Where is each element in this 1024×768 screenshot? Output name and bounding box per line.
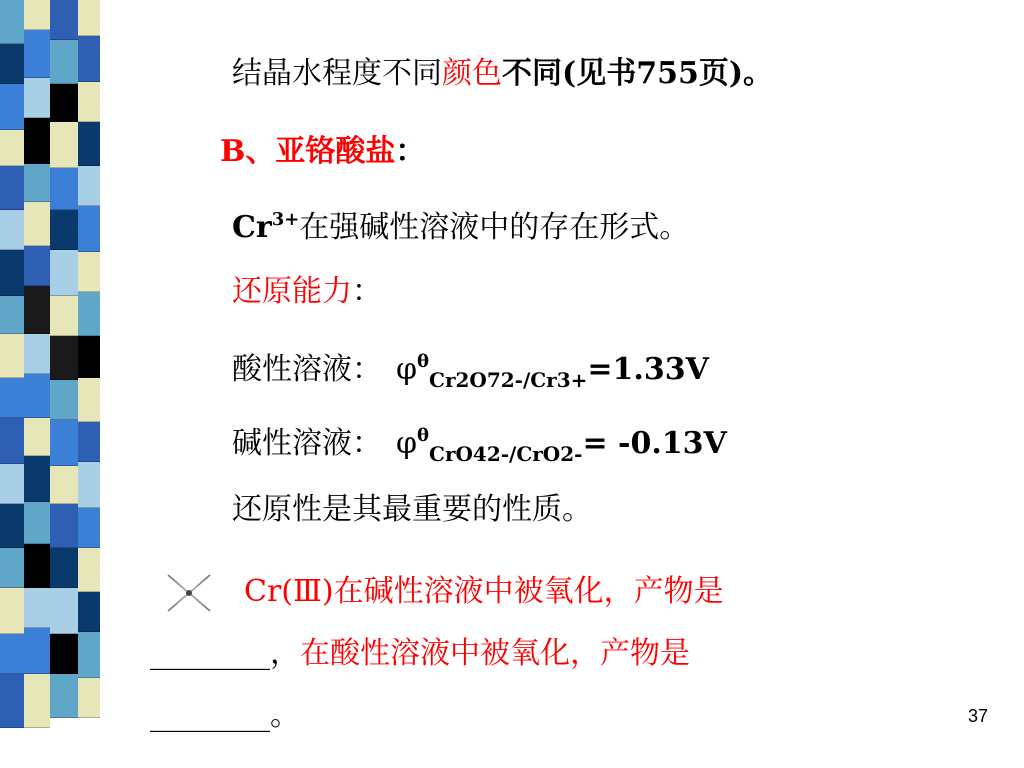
line-basic-potential (232, 418, 727, 472)
potential-value: =1.33V (587, 352, 709, 387)
formula-cr: Cr (232, 210, 272, 245)
line-crystal-water (232, 56, 773, 92)
strip-column (50, 0, 78, 768)
question-line-1 (244, 574, 724, 610)
label: 碱性溶液： (232, 426, 382, 461)
phi-symbol: φ (396, 426, 418, 461)
text: 在强碱性溶液中的存在形式。 (299, 210, 690, 245)
strip-column (24, 0, 50, 768)
subscript-couple: CrO42-/CrO2- (429, 442, 583, 466)
period: 。 (270, 698, 300, 733)
text: 不同(见书755页)。 (502, 56, 774, 91)
answer-blank: ________ (150, 698, 270, 733)
subscript-couple: Cr2O72-/Cr3+ (429, 368, 588, 392)
colon: ： (352, 274, 382, 309)
highlight-text: 还原能力 (232, 274, 352, 309)
strip-column (0, 0, 24, 768)
cross-star-icon (164, 571, 214, 615)
text: 结晶水程度不同 (232, 56, 442, 91)
line-reducing-property (232, 492, 592, 528)
label: 酸性溶液： (232, 352, 382, 387)
question-text: Cr(Ⅲ)在碱性溶液中被氧化，产物是 (244, 574, 724, 609)
page-number: 37 (967, 706, 988, 726)
phi-symbol: φ (396, 352, 418, 387)
question-line-3 (150, 698, 300, 734)
heading-text: B、亚铬酸盐 (220, 134, 396, 169)
line-acidic-potential (232, 344, 709, 398)
question-text: 在酸性溶液中被氧化，产物是 (300, 636, 690, 671)
theta-symbol: θ (417, 425, 430, 446)
question-line-2 (150, 636, 690, 672)
line-existence-form (232, 202, 689, 246)
superscript-charge: 3+ (271, 209, 300, 230)
section-heading (220, 134, 425, 170)
theta-symbol: θ (417, 351, 430, 372)
highlight-text: 颜色 (442, 56, 502, 91)
comma: ， (270, 636, 300, 671)
line-reducing-ability (232, 274, 382, 310)
strip-column (78, 0, 100, 768)
potential-value: = -0.13V (582, 426, 727, 461)
answer-blank: ________ (150, 636, 270, 671)
decorative-strip (0, 0, 100, 768)
text: 还原性是其最重要的性质。 (232, 492, 592, 527)
colon: ： (395, 134, 426, 169)
